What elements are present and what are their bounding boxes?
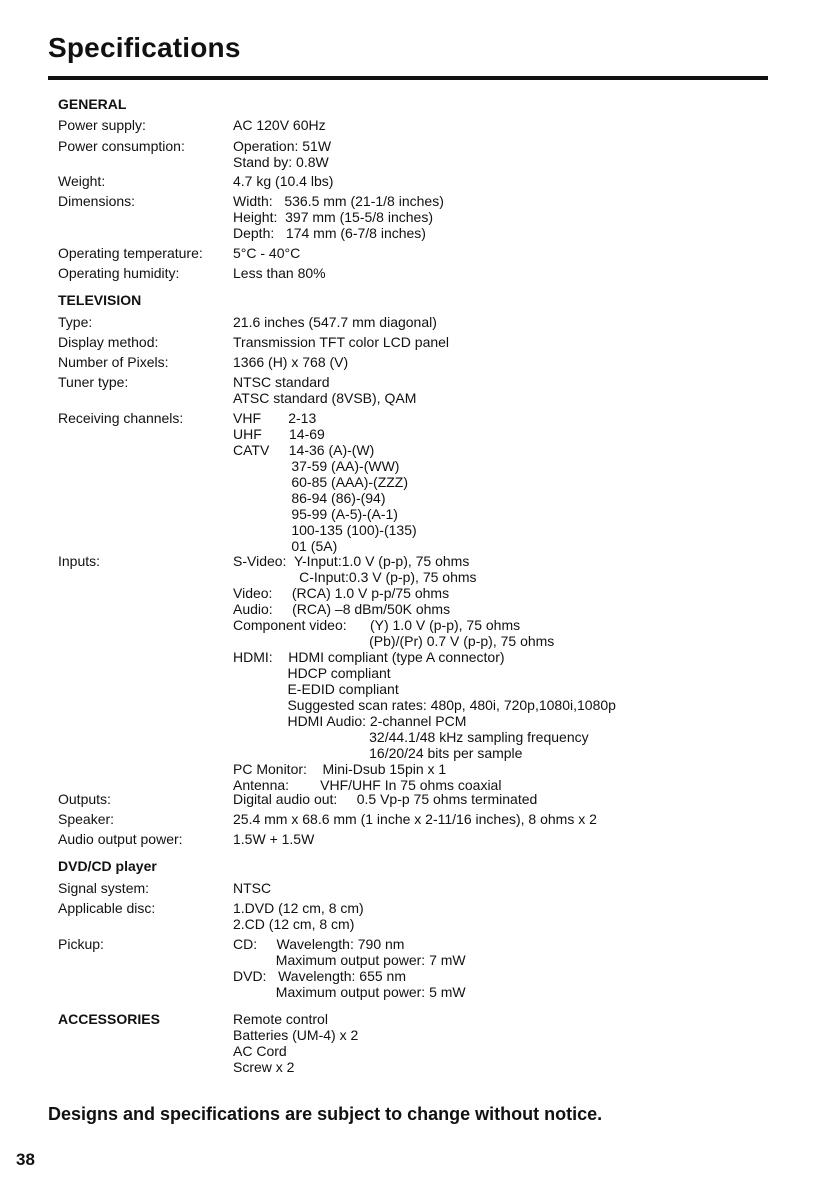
spec-value xyxy=(233,811,597,827)
spec-label: Display method: xyxy=(58,334,159,350)
spec-label: Outputs: xyxy=(58,791,111,807)
section-heading-dvd-cd-player: DVD/CD player xyxy=(58,858,157,874)
spec-value-line: HDCP compliant xyxy=(233,665,391,681)
title-divider xyxy=(48,76,768,80)
spec-value xyxy=(233,117,326,133)
spec-value-line: 2.CD (12 cm, 8 cm) xyxy=(233,916,355,932)
spec-label: Operating humidity: xyxy=(58,265,180,281)
spec-value-line: 5°C - 40°C xyxy=(233,245,301,261)
spec-value-line: 21.6 inches (547.7 mm diagonal) xyxy=(233,314,437,330)
spec-value-line: 1.5W + 1.5W xyxy=(233,831,315,847)
spec-value-line: 4.7 kg (10.4 lbs) xyxy=(233,173,334,189)
spec-value-line: NTSC xyxy=(233,880,272,896)
spec-value-line: HDMI Audio: 2-channel PCM xyxy=(233,713,467,729)
spec-value-line: Batteries (UM-4) x 2 xyxy=(233,1027,359,1043)
spec-value-line: 60-85 (AAA)-(ZZZ) xyxy=(233,474,409,490)
spec-value-line: VHF 2-13 xyxy=(233,410,317,426)
spec-value-line: Audio: (RCA) –8 dBm/50K ohms xyxy=(233,601,451,617)
spec-value-line: NTSC standard xyxy=(233,374,330,390)
spec-value-line: 86-94 (86)-(94) xyxy=(233,490,386,506)
spec-value-line: Remote control xyxy=(233,1011,328,1027)
spec-label: Weight: xyxy=(58,173,106,189)
spec-label: Signal system: xyxy=(58,880,150,896)
spec-value xyxy=(233,880,271,896)
spec-label: Operating temperature: xyxy=(58,245,203,261)
spec-value-line: 1366 (H) x 768 (V) xyxy=(233,354,349,370)
spec-value xyxy=(233,374,416,406)
spec-value-line: Digital audio out: 0.5 Vp-p 75 ohms terminated xyxy=(233,791,538,807)
page-number: 38 xyxy=(16,1150,35,1169)
spec-value-line: Width: 536.5 mm (21-1/8 inches) xyxy=(233,193,444,209)
spec-label: Number of Pixels: xyxy=(58,354,169,370)
spec-value-line: 16/20/24 bits per sample xyxy=(233,745,523,761)
specifications-notice: Designs and specifications are subject to change without notice. xyxy=(48,1104,603,1124)
spec-value-line: Video: (RCA) 1.0 V p-p/75 ohms xyxy=(233,585,450,601)
spec-value-line: UHF 14-69 xyxy=(233,426,325,442)
spec-value-line: Screw x 2 xyxy=(233,1059,295,1075)
spec-value-line: E-EDID compliant xyxy=(233,681,399,697)
spec-label: Audio output power: xyxy=(58,831,183,847)
spec-value xyxy=(233,410,417,554)
spec-value-line: HDMI: HDMI compliant (type A connector) xyxy=(233,649,505,665)
spec-value xyxy=(233,791,537,807)
accessories-list xyxy=(233,1011,358,1075)
spec-label: Power consumption: xyxy=(58,138,185,154)
spec-value-line: Less than 80% xyxy=(233,265,326,281)
spec-value-line: PC Monitor: Mini-Dsub 15pin x 1 xyxy=(233,761,447,777)
spec-value-line: Operation: 51W xyxy=(233,138,332,154)
page-title: Specifications xyxy=(48,32,241,63)
spec-label: Tuner type: xyxy=(58,374,129,390)
spec-value-line: 37-59 (AA)-(WW) xyxy=(233,458,400,474)
spec-label: Power supply: xyxy=(58,117,146,133)
spec-value-line: Antenna: VHF/UHF In 75 ohms coaxial xyxy=(233,777,502,793)
spec-value-line: Depth: 174 mm (6-7/8 inches) xyxy=(233,225,426,241)
spec-value xyxy=(233,354,348,370)
spec-value-line: ATSC standard (8VSB), QAM xyxy=(233,390,417,406)
spec-value xyxy=(233,831,314,847)
spec-value-line: Maximum output power: 7 mW xyxy=(233,952,466,968)
spec-value-line: 25.4 mm x 68.6 mm (1 inche x 2-11/16 inches), 8 ohms x 2 xyxy=(233,811,597,827)
spec-value-line: Component video: (Y) 1.0 V (p-p), 75 ohms xyxy=(233,617,521,633)
spec-value-line: 01 (5A) xyxy=(233,538,338,554)
spec-value xyxy=(233,334,449,350)
spec-value xyxy=(233,936,466,1000)
spec-value-line: AC Cord xyxy=(233,1043,287,1059)
spec-value-line: 100-135 (100)-(135) xyxy=(233,522,417,538)
spec-value-line: Transmission TFT color LCD panel xyxy=(233,334,450,350)
spec-label: Dimensions: xyxy=(58,193,136,209)
spec-value-line: 95-99 (A-5)-(A-1) xyxy=(233,506,398,522)
spec-label: Inputs: xyxy=(58,553,101,569)
spec-value-line: Suggested scan rates: 480p, 480i, 720p,1080i,1080p xyxy=(233,697,616,713)
spec-value-line: CD: Wavelength: 790 nm xyxy=(233,936,405,952)
spec-value-line: (Pb)/(Pr) 0.7 V (p-p), 75 ohms xyxy=(233,633,555,649)
spec-value-line: AC 120V 60Hz xyxy=(233,117,326,133)
spec-label: Applicable disc: xyxy=(58,900,156,916)
spec-value-line: S-Video: Y-Input:1.0 V (p-p), 75 ohms xyxy=(233,553,470,569)
section-heading-television: TELEVISION xyxy=(58,292,142,308)
spec-value xyxy=(233,245,300,261)
spec-value xyxy=(233,265,326,281)
spec-value xyxy=(233,193,444,241)
spec-value xyxy=(233,314,437,330)
spec-value-line: 1.DVD (12 cm, 8 cm) xyxy=(233,900,364,916)
spec-label: Speaker: xyxy=(58,811,115,827)
section-heading-accessories: ACCESSORIES xyxy=(58,1011,160,1027)
spec-value-line: DVD: Wavelength: 655 nm xyxy=(233,968,407,984)
spec-value-line: 32/44.1/48 kHz sampling frequency xyxy=(233,729,589,745)
section-heading-general: GENERAL xyxy=(58,96,127,112)
spec-label: Receiving channels: xyxy=(58,410,184,426)
spec-value-line: Height: 397 mm (15-5/8 inches) xyxy=(233,209,433,225)
spec-value xyxy=(233,138,331,170)
spec-value xyxy=(233,173,333,189)
spec-value xyxy=(233,553,616,793)
spec-label: Pickup: xyxy=(58,936,104,952)
spec-value xyxy=(233,900,364,932)
spec-value-line: CATV 14-36 (A)-(W) xyxy=(233,442,375,458)
spec-value-line: Stand by: 0.8W xyxy=(233,154,329,170)
spec-value-line: C-Input:0.3 V (p-p), 75 ohms xyxy=(233,569,477,585)
spec-value-line: Maximum output power: 5 mW xyxy=(233,984,466,1000)
spec-label: Type: xyxy=(58,314,93,330)
